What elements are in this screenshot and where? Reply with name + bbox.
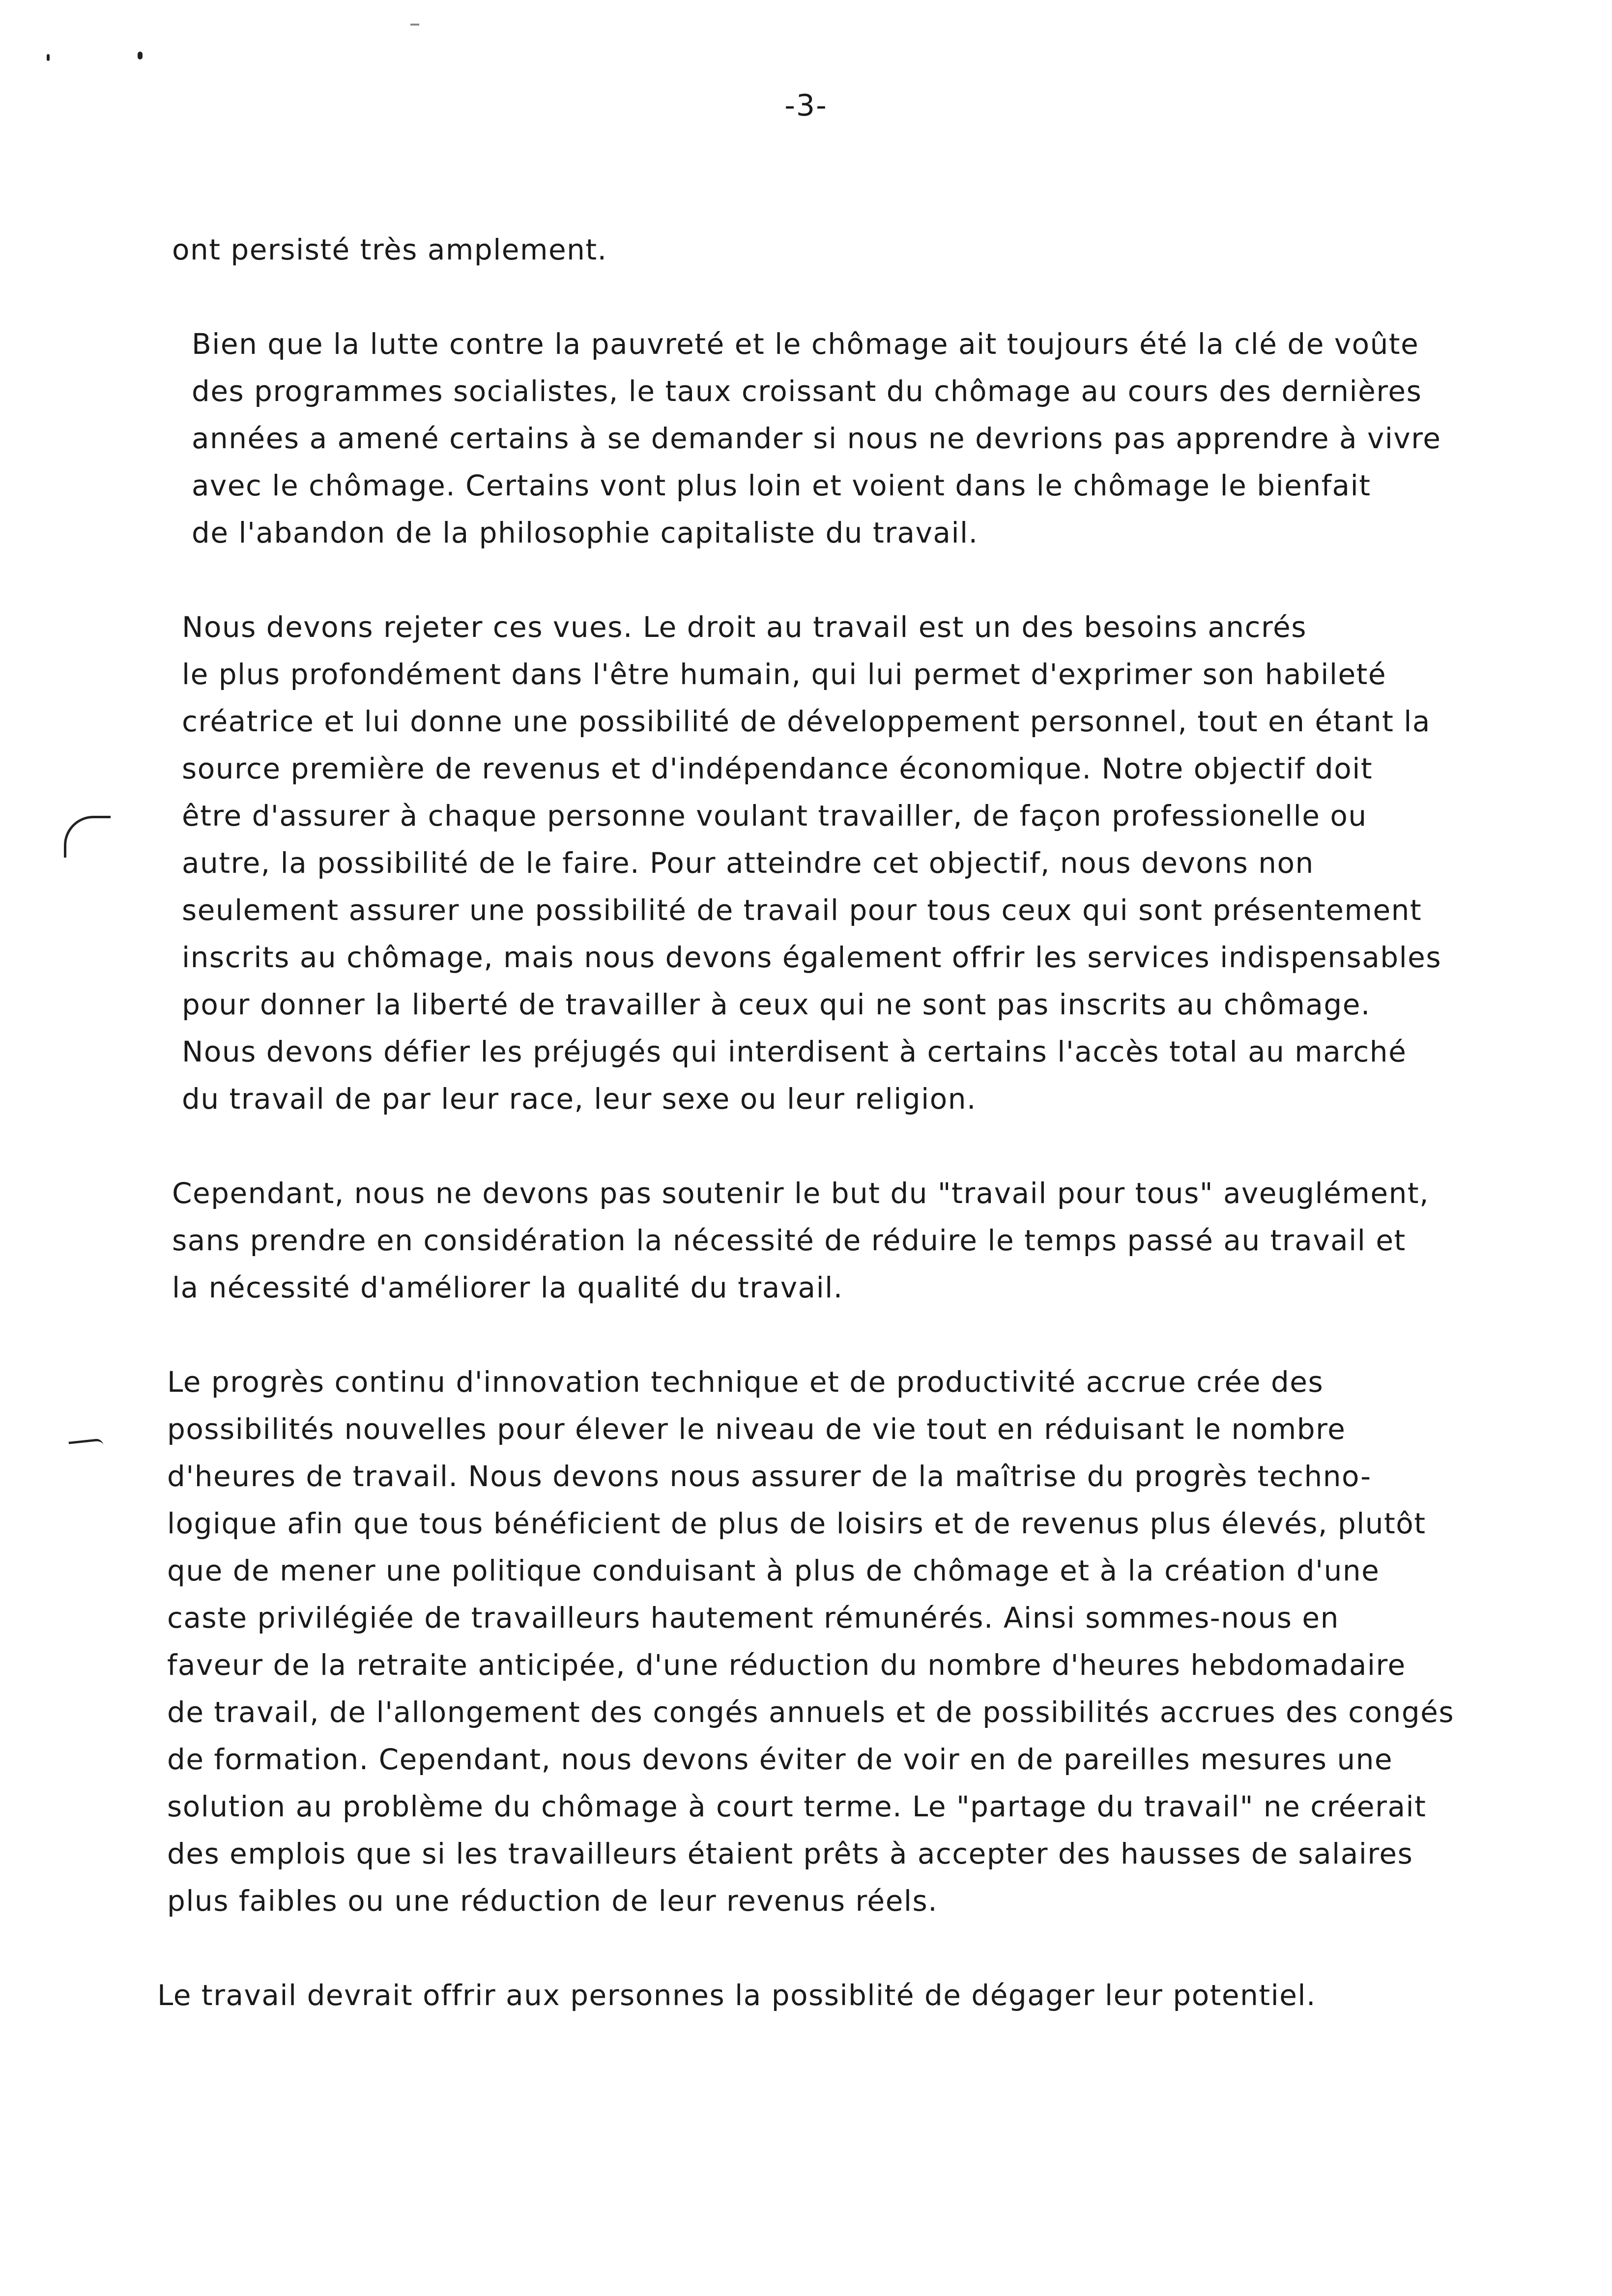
text-line: possibilités nouvelles pour élever le niveau de vie tout en réduisant le nombre	[167, 1412, 1346, 1446]
text-line: Bien que la lutte contre la pauvreté et le chômage ait toujours été la clé de voûte	[192, 327, 1419, 361]
text-line: source première de revenus et d'indépendance économique. Notre objectif doit	[182, 752, 1373, 785]
paragraph-6	[157, 1972, 1524, 2019]
text-line: seulement assurer une possibilité de travail pour tous ceux qui sont présentement	[182, 893, 1422, 927]
scan-speck	[410, 24, 419, 26]
text-line: caste privilégiée de travailleurs hautement rémunérés. Ainsi sommes-nous en	[167, 1601, 1339, 1635]
text-line: le plus profondément dans l'être humain, qui lui permet d'exprimer son habileté	[182, 658, 1387, 691]
text-line: Nous devons rejeter ces vues. Le droit au travail est un des besoins ancrés	[182, 610, 1307, 644]
text-line: que de mener une politique conduisant à plus de chômage et à la création d'une	[167, 1554, 1380, 1587]
text-line: années a amené certains à se demander si nous ne devrions pas apprendre à vivre	[192, 422, 1441, 455]
text-line: inscrits au chômage, mais nous devons également offrir les services indispensables	[182, 941, 1442, 974]
document-body	[157, 226, 1524, 2066]
text-line: ont persisté très amplement.	[172, 233, 607, 266]
text-line: du travail de par leur race, leur sexe ou leur religion.	[182, 1082, 977, 1116]
text-line: d'heures de travail. Nous devons nous assurer de la maîtrise du progrès techno-	[167, 1460, 1372, 1493]
text-line: de l'abandon de la philosophie capitaliste du travail.	[192, 516, 979, 549]
text-line: Le travail devrait offrir aux personnes la possiblité de dégager leur potentiel.	[157, 1979, 1316, 2012]
paragraph-2	[192, 320, 1524, 556]
text-line: pour donner la liberté de travailler à ceux qui ne sont pas inscrits au chômage.	[182, 988, 1371, 1021]
text-line: plus faibles ou une réduction de leur revenus réels.	[167, 1884, 938, 1918]
page-number: -3-	[784, 88, 828, 123]
text-line: de formation. Cependant, nous devons éviter de voir en de pareilles mesures une	[167, 1743, 1393, 1776]
text-line: créatrice et lui donne une possibilité de développement personnel, tout en étant la	[182, 705, 1431, 738]
margin-bracket-mark	[64, 816, 111, 858]
text-line: avec le chômage. Certains vont plus loin et voient dans le chômage le bienfait	[192, 469, 1371, 502]
scan-speck	[138, 52, 143, 59]
margin-arrow-mark	[68, 1438, 103, 1449]
paragraph-5	[167, 1358, 1524, 1924]
text-line: Cependant, nous ne devons pas soutenir le but du "travail pour tous" aveuglément,	[172, 1177, 1430, 1210]
text-line: être d'assurer à chaque personne voulant travailler, de façon professionelle ou	[182, 799, 1367, 832]
text-line: faveur de la retraite anticipée, d'une réduction du nombre d'heures hebdomadaire	[167, 1648, 1406, 1682]
text-line: autre, la possibilité de le faire. Pour atteindre cet objectif, nous devons non	[182, 846, 1314, 880]
text-line: logique afin que tous bénéficient de plus de loisirs et de revenus plus élevés, plutôt	[167, 1507, 1426, 1540]
paragraph-4	[172, 1170, 1524, 1311]
text-line: la nécessité d'améliorer la qualité du travail.	[172, 1271, 843, 1304]
text-line: des emplois que si les travailleurs étaient prêts à accepter des hausses de salaires	[167, 1837, 1413, 1870]
paragraph-1	[172, 226, 1524, 273]
text-line: des programmes socialistes, le taux croissant du chômage au cours des dernières	[192, 374, 1422, 408]
text-line: de travail, de l'allongement des congés annuels et de possibilités accrues des congés	[167, 1695, 1455, 1729]
text-line: sans prendre en considération la nécessité de réduire le temps passé au travail et	[172, 1224, 1406, 1257]
text-line: Le progrès continu d'innovation technique et de productivité accrue crée des	[167, 1365, 1324, 1399]
paragraph-3	[182, 603, 1524, 1122]
text-line: Nous devons défier les préjugés qui interdisent à certains l'accès total au marché	[182, 1035, 1407, 1068]
scan-speck	[47, 54, 50, 61]
text-line: solution au problème du chômage à court terme. Le "partage du travail" ne créerait	[167, 1790, 1427, 1823]
